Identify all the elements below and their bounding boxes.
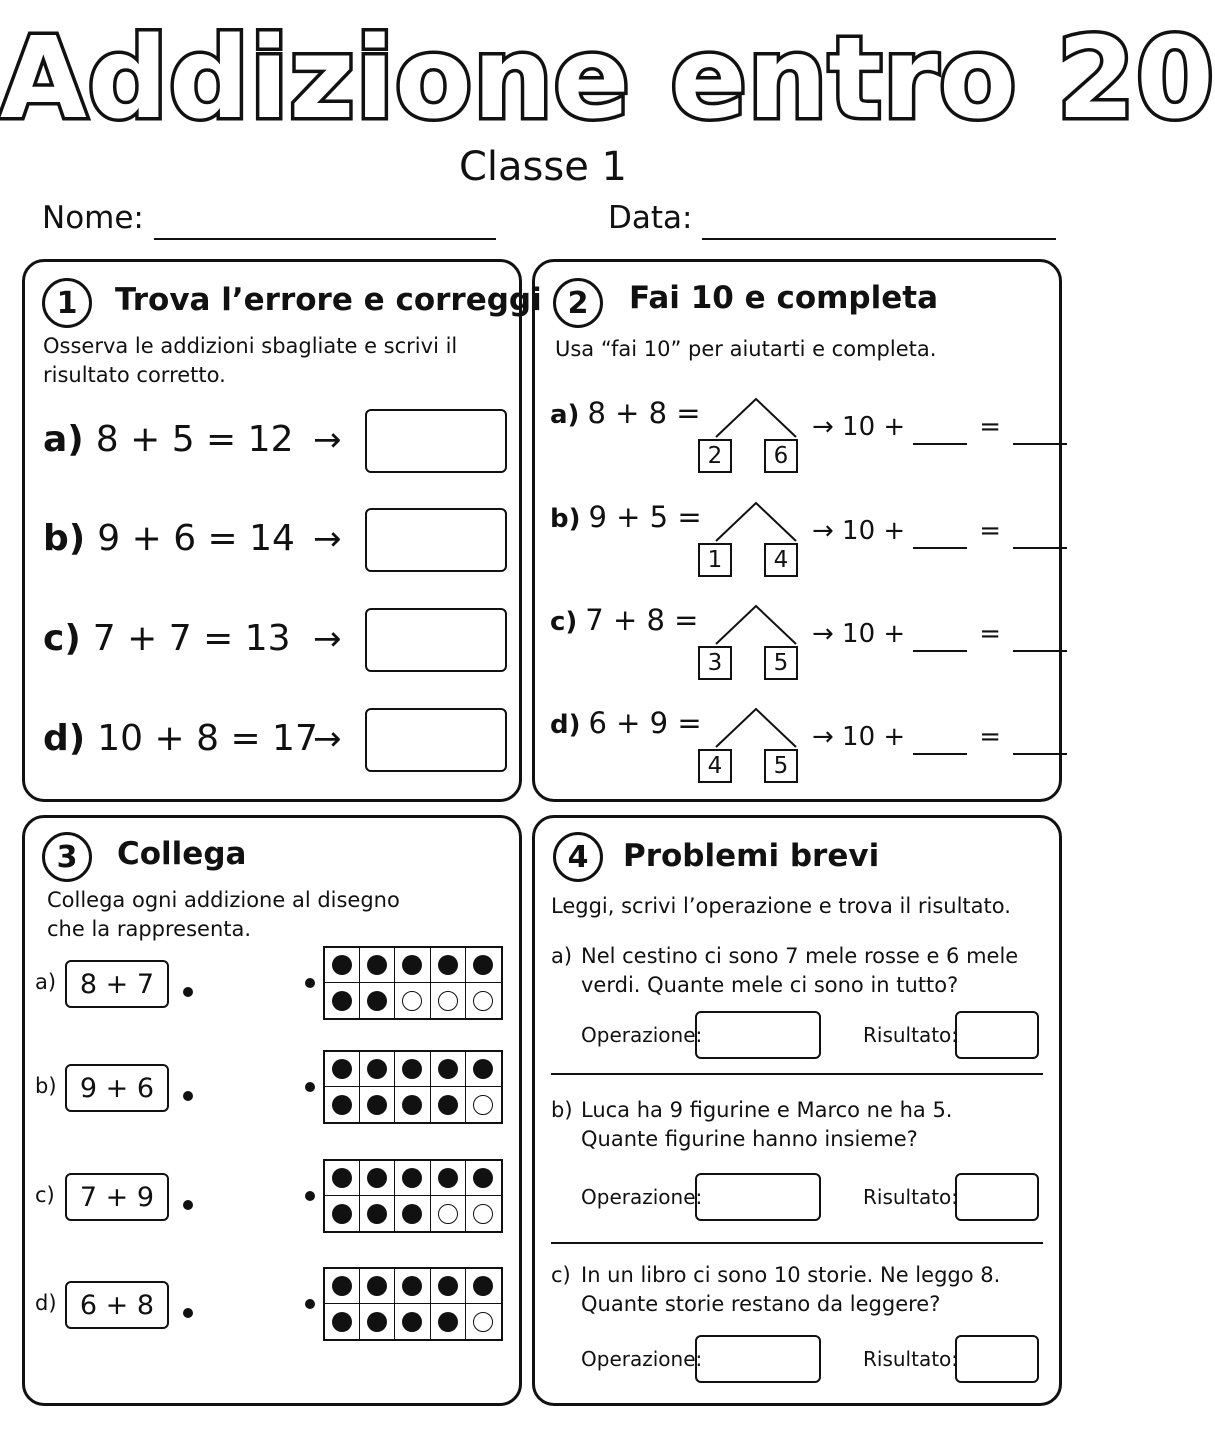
answer-row	[551, 1011, 1041, 1061]
filled-counter	[402, 955, 422, 975]
bond-part-left: 1	[698, 543, 732, 577]
result-box[interactable]	[955, 1335, 1039, 1383]
ten-frame-cell	[325, 1087, 360, 1122]
worksheet-title: Addizione entro 20	[0, 14, 1215, 144]
filled-counter	[367, 1204, 387, 1224]
ten-frame-cell	[431, 1161, 466, 1196]
ten-frame-cell	[431, 1304, 466, 1339]
result-box[interactable]	[955, 1011, 1039, 1059]
filled-counter	[332, 1276, 352, 1296]
date-field	[608, 196, 1056, 240]
ten-frame-cell	[395, 948, 430, 983]
answer-box[interactable]	[365, 409, 507, 473]
ten-frame-cell	[395, 983, 430, 1018]
ten-frame-cell	[360, 983, 395, 1018]
connect-dot-right[interactable]	[305, 1191, 315, 1201]
ten-frame	[323, 1267, 503, 1341]
connect-dot-left[interactable]	[183, 1200, 193, 1210]
word-problem	[551, 1261, 1021, 1319]
operation-box[interactable]	[695, 1335, 821, 1383]
error-item	[43, 508, 513, 572]
word-problem	[551, 942, 1021, 1000]
filled-counter	[402, 1095, 422, 1115]
make-ten-item	[550, 497, 1050, 587]
filled-counter	[332, 1312, 352, 1332]
wrong-equation: b) 9 + 6 = 14	[43, 518, 295, 559]
ten-frame-cell	[360, 1269, 395, 1304]
section-4-instruction: Leggi, scrivi l’operazione e trova il risultato.	[551, 894, 1011, 918]
result-label: Risultato:	[863, 1023, 959, 1047]
ten-frame-cell	[395, 1052, 430, 1087]
make-ten-expression: d) 6 + 9 =	[550, 706, 702, 740]
section-1-number: 1	[42, 278, 92, 328]
name-field	[42, 196, 496, 240]
ten-frame-cell	[466, 1304, 501, 1339]
section-2-instruction: Usa “fai 10” per aiutarti e completa.	[555, 337, 937, 361]
ten-frame-cell	[325, 1161, 360, 1196]
date-label: Data:	[608, 200, 693, 236]
ten-frame-cell	[325, 1304, 360, 1339]
wrong-equation: a) 8 + 5 = 12	[43, 419, 294, 460]
match-label: c)	[35, 1183, 55, 1207]
ten-frame-cell	[431, 1052, 466, 1087]
arrow-icon: →	[313, 420, 342, 460]
arrow-icon: →	[313, 519, 342, 559]
section-4-number: 4	[553, 832, 603, 882]
section-3-panel	[22, 815, 522, 1406]
error-item	[43, 608, 513, 672]
filled-counter	[438, 1276, 458, 1296]
connect-dot-right[interactable]	[305, 1299, 315, 1309]
completion-line: → 10 + =	[812, 616, 1067, 652]
operation-box[interactable]	[695, 1173, 821, 1221]
addition-card: 8 + 7	[65, 960, 169, 1008]
filled-counter	[332, 1095, 352, 1115]
error-item	[43, 708, 513, 772]
arrow-icon: →	[313, 619, 342, 659]
filled-counter	[402, 1276, 422, 1296]
section-4-title: Problemi brevi	[623, 838, 880, 874]
filled-counter	[402, 1059, 422, 1079]
addition-card: 7 + 9	[65, 1173, 169, 1221]
section-2-number: 2	[553, 278, 603, 328]
match-label: a)	[35, 970, 57, 994]
filled-counter	[402, 1168, 422, 1188]
section-1-panel	[22, 259, 542, 802]
section-1-title: Trova l’errore e correggi	[115, 282, 542, 318]
worksheet-subtitle: Classe 1	[458, 144, 627, 190]
ten-frame	[323, 1050, 503, 1124]
result-label: Risultato:	[863, 1347, 959, 1371]
blank-sum[interactable]	[1013, 419, 1067, 445]
wrong-equation: c) 7 + 7 = 13	[43, 618, 291, 659]
ten-frame-cell	[360, 1087, 395, 1122]
ten-frame-cell	[466, 948, 501, 983]
bond-part-left: 4	[698, 749, 732, 783]
filled-counter	[332, 955, 352, 975]
ten-frame-cell	[325, 1196, 360, 1231]
ten-frame-cell	[431, 948, 466, 983]
filled-counter	[473, 955, 493, 975]
connect-dot-left[interactable]	[183, 987, 193, 997]
ten-frame-cell	[395, 1196, 430, 1231]
connect-dot-left[interactable]	[183, 1308, 193, 1318]
divider	[551, 1242, 1043, 1244]
section-3-instruction: Collega ogni addizione al disegno che la rappresenta.	[47, 888, 400, 941]
filled-counter	[473, 1276, 493, 1296]
filled-counter	[332, 1204, 352, 1224]
empty-counter	[473, 1204, 493, 1224]
filled-counter	[438, 1095, 458, 1115]
ten-frame-cell	[466, 1087, 501, 1122]
bond-part-left: 2	[698, 439, 732, 473]
name-label: Nome:	[42, 200, 144, 236]
filled-counter	[367, 1276, 387, 1296]
filled-counter	[438, 1168, 458, 1188]
blank-addend[interactable]	[913, 729, 967, 755]
section-3-title: Collega	[117, 836, 247, 872]
filled-counter	[332, 1168, 352, 1188]
word-problem	[551, 1096, 1021, 1154]
answer-box[interactable]	[365, 508, 507, 572]
make-ten-expression: a) 8 + 8 =	[550, 396, 701, 430]
filled-counter	[438, 955, 458, 975]
connect-dot-right[interactable]	[305, 978, 315, 988]
filled-counter	[402, 1204, 422, 1224]
ten-frame-cell	[325, 983, 360, 1018]
make-ten-expression: b) 9 + 5 =	[550, 500, 702, 534]
name-line[interactable]	[154, 204, 496, 240]
wrong-equation: d) 10 + 8 = 17	[43, 718, 318, 759]
operation-label: Operazione:	[581, 1023, 703, 1047]
filled-counter	[402, 1312, 422, 1332]
match-item	[35, 946, 515, 1026]
bond-part-left: 3	[698, 646, 732, 680]
blank-addend[interactable]	[913, 523, 967, 549]
section-2-panel	[532, 259, 1062, 802]
ten-frame-cell	[360, 1304, 395, 1339]
completion-line: → 10 + =	[812, 409, 1067, 445]
ten-frame-cell	[466, 1161, 501, 1196]
ten-frame-cell	[431, 1196, 466, 1231]
filled-counter	[367, 955, 387, 975]
section-1-instruction: Osserva le addizioni sbagliate e scrivi il risultato corretto.	[43, 334, 458, 387]
bond-part-right: 6	[764, 439, 798, 473]
match-label: b)	[35, 1074, 57, 1098]
blank-addend[interactable]	[913, 419, 967, 445]
ten-frame	[323, 1159, 503, 1233]
match-item	[35, 1050, 515, 1130]
answer-row	[551, 1335, 1041, 1385]
operation-box[interactable]	[695, 1011, 821, 1059]
addition-card: 6 + 8	[65, 1281, 169, 1329]
operation-label: Operazione:	[581, 1347, 703, 1371]
operation-label: Operazione:	[581, 1185, 703, 1209]
ten-frame-cell	[360, 1161, 395, 1196]
make-ten-item	[550, 703, 1050, 793]
problem-text: Nel cestino ci sono 7 mele rosse e 6 mele verdi. Quante mele ci sono in tutto?	[581, 944, 1019, 997]
bond-part-right: 5	[764, 749, 798, 783]
empty-counter	[473, 991, 493, 1011]
filled-counter	[473, 1059, 493, 1079]
ten-frame	[323, 946, 503, 1020]
match-item	[35, 1267, 515, 1347]
ten-frame-cell	[360, 948, 395, 983]
filled-counter	[367, 1059, 387, 1079]
filled-counter	[367, 1168, 387, 1188]
filled-counter	[473, 1168, 493, 1188]
addition-card: 9 + 6	[65, 1064, 169, 1112]
completion-line: → 10 + =	[812, 719, 1067, 755]
ten-frame-cell	[325, 1269, 360, 1304]
ten-frame-cell	[466, 983, 501, 1018]
ten-frame-cell	[431, 1087, 466, 1122]
filled-counter	[438, 1059, 458, 1079]
ten-frame-cell	[395, 1087, 430, 1122]
ten-frame-cell	[325, 1052, 360, 1087]
answer-box[interactable]	[365, 608, 507, 672]
empty-counter	[402, 991, 422, 1011]
filled-counter	[367, 1095, 387, 1115]
problem-text: Luca ha 9 figurine e Marco ne ha 5. Quante figurine hanno insieme?	[581, 1098, 953, 1151]
section-4-panel	[532, 815, 1062, 1406]
section-3-number: 3	[42, 832, 92, 882]
error-item	[43, 409, 513, 473]
ten-frame-cell	[395, 1304, 430, 1339]
result-box[interactable]	[955, 1173, 1039, 1221]
blank-addend[interactable]	[913, 626, 967, 652]
date-line[interactable]	[702, 204, 1056, 240]
blank-sum[interactable]	[1013, 626, 1067, 652]
answer-box[interactable]	[365, 708, 507, 772]
problem-text: In un libro ci sono 10 storie. Ne leggo 8. Quante storie restano da leggere?	[581, 1263, 1001, 1316]
blank-sum[interactable]	[1013, 523, 1067, 549]
match-label: d)	[35, 1291, 57, 1315]
ten-frame-cell	[395, 1269, 430, 1304]
ten-frame-cell	[325, 948, 360, 983]
divider	[551, 1073, 1043, 1075]
section-2-title: Fai 10 e completa	[629, 280, 939, 316]
filled-counter	[332, 1059, 352, 1079]
ten-frame-cell	[466, 1052, 501, 1087]
connect-dot-left[interactable]	[183, 1091, 193, 1101]
problem-label: b)	[551, 1098, 573, 1122]
ten-frame-cell	[431, 983, 466, 1018]
ten-frame-cell	[466, 1196, 501, 1231]
filled-counter	[332, 991, 352, 1011]
bond-part-right: 4	[764, 543, 798, 577]
completion-line: → 10 + =	[812, 513, 1067, 549]
connect-dot-right[interactable]	[305, 1082, 315, 1092]
filled-counter	[438, 1312, 458, 1332]
filled-counter	[367, 1312, 387, 1332]
empty-counter	[438, 991, 458, 1011]
empty-counter	[473, 1095, 493, 1115]
filled-counter	[367, 991, 387, 1011]
ten-frame-cell	[360, 1052, 395, 1087]
blank-sum[interactable]	[1013, 729, 1067, 755]
ten-frame-cell	[466, 1269, 501, 1304]
bond-part-right: 5	[764, 646, 798, 680]
match-item	[35, 1159, 515, 1239]
ten-frame-cell	[395, 1161, 430, 1196]
problem-label: c)	[551, 1263, 571, 1287]
result-label: Risultato:	[863, 1185, 959, 1209]
make-ten-item	[550, 600, 1050, 690]
answer-row	[551, 1173, 1041, 1223]
ten-frame-cell	[431, 1269, 466, 1304]
problem-label: a)	[551, 944, 573, 968]
empty-counter	[473, 1312, 493, 1332]
make-ten-expression: c) 7 + 8 =	[550, 603, 699, 637]
make-ten-item	[550, 393, 1050, 483]
empty-counter	[438, 1204, 458, 1224]
ten-frame-cell	[360, 1196, 395, 1231]
arrow-icon: →	[313, 719, 342, 759]
